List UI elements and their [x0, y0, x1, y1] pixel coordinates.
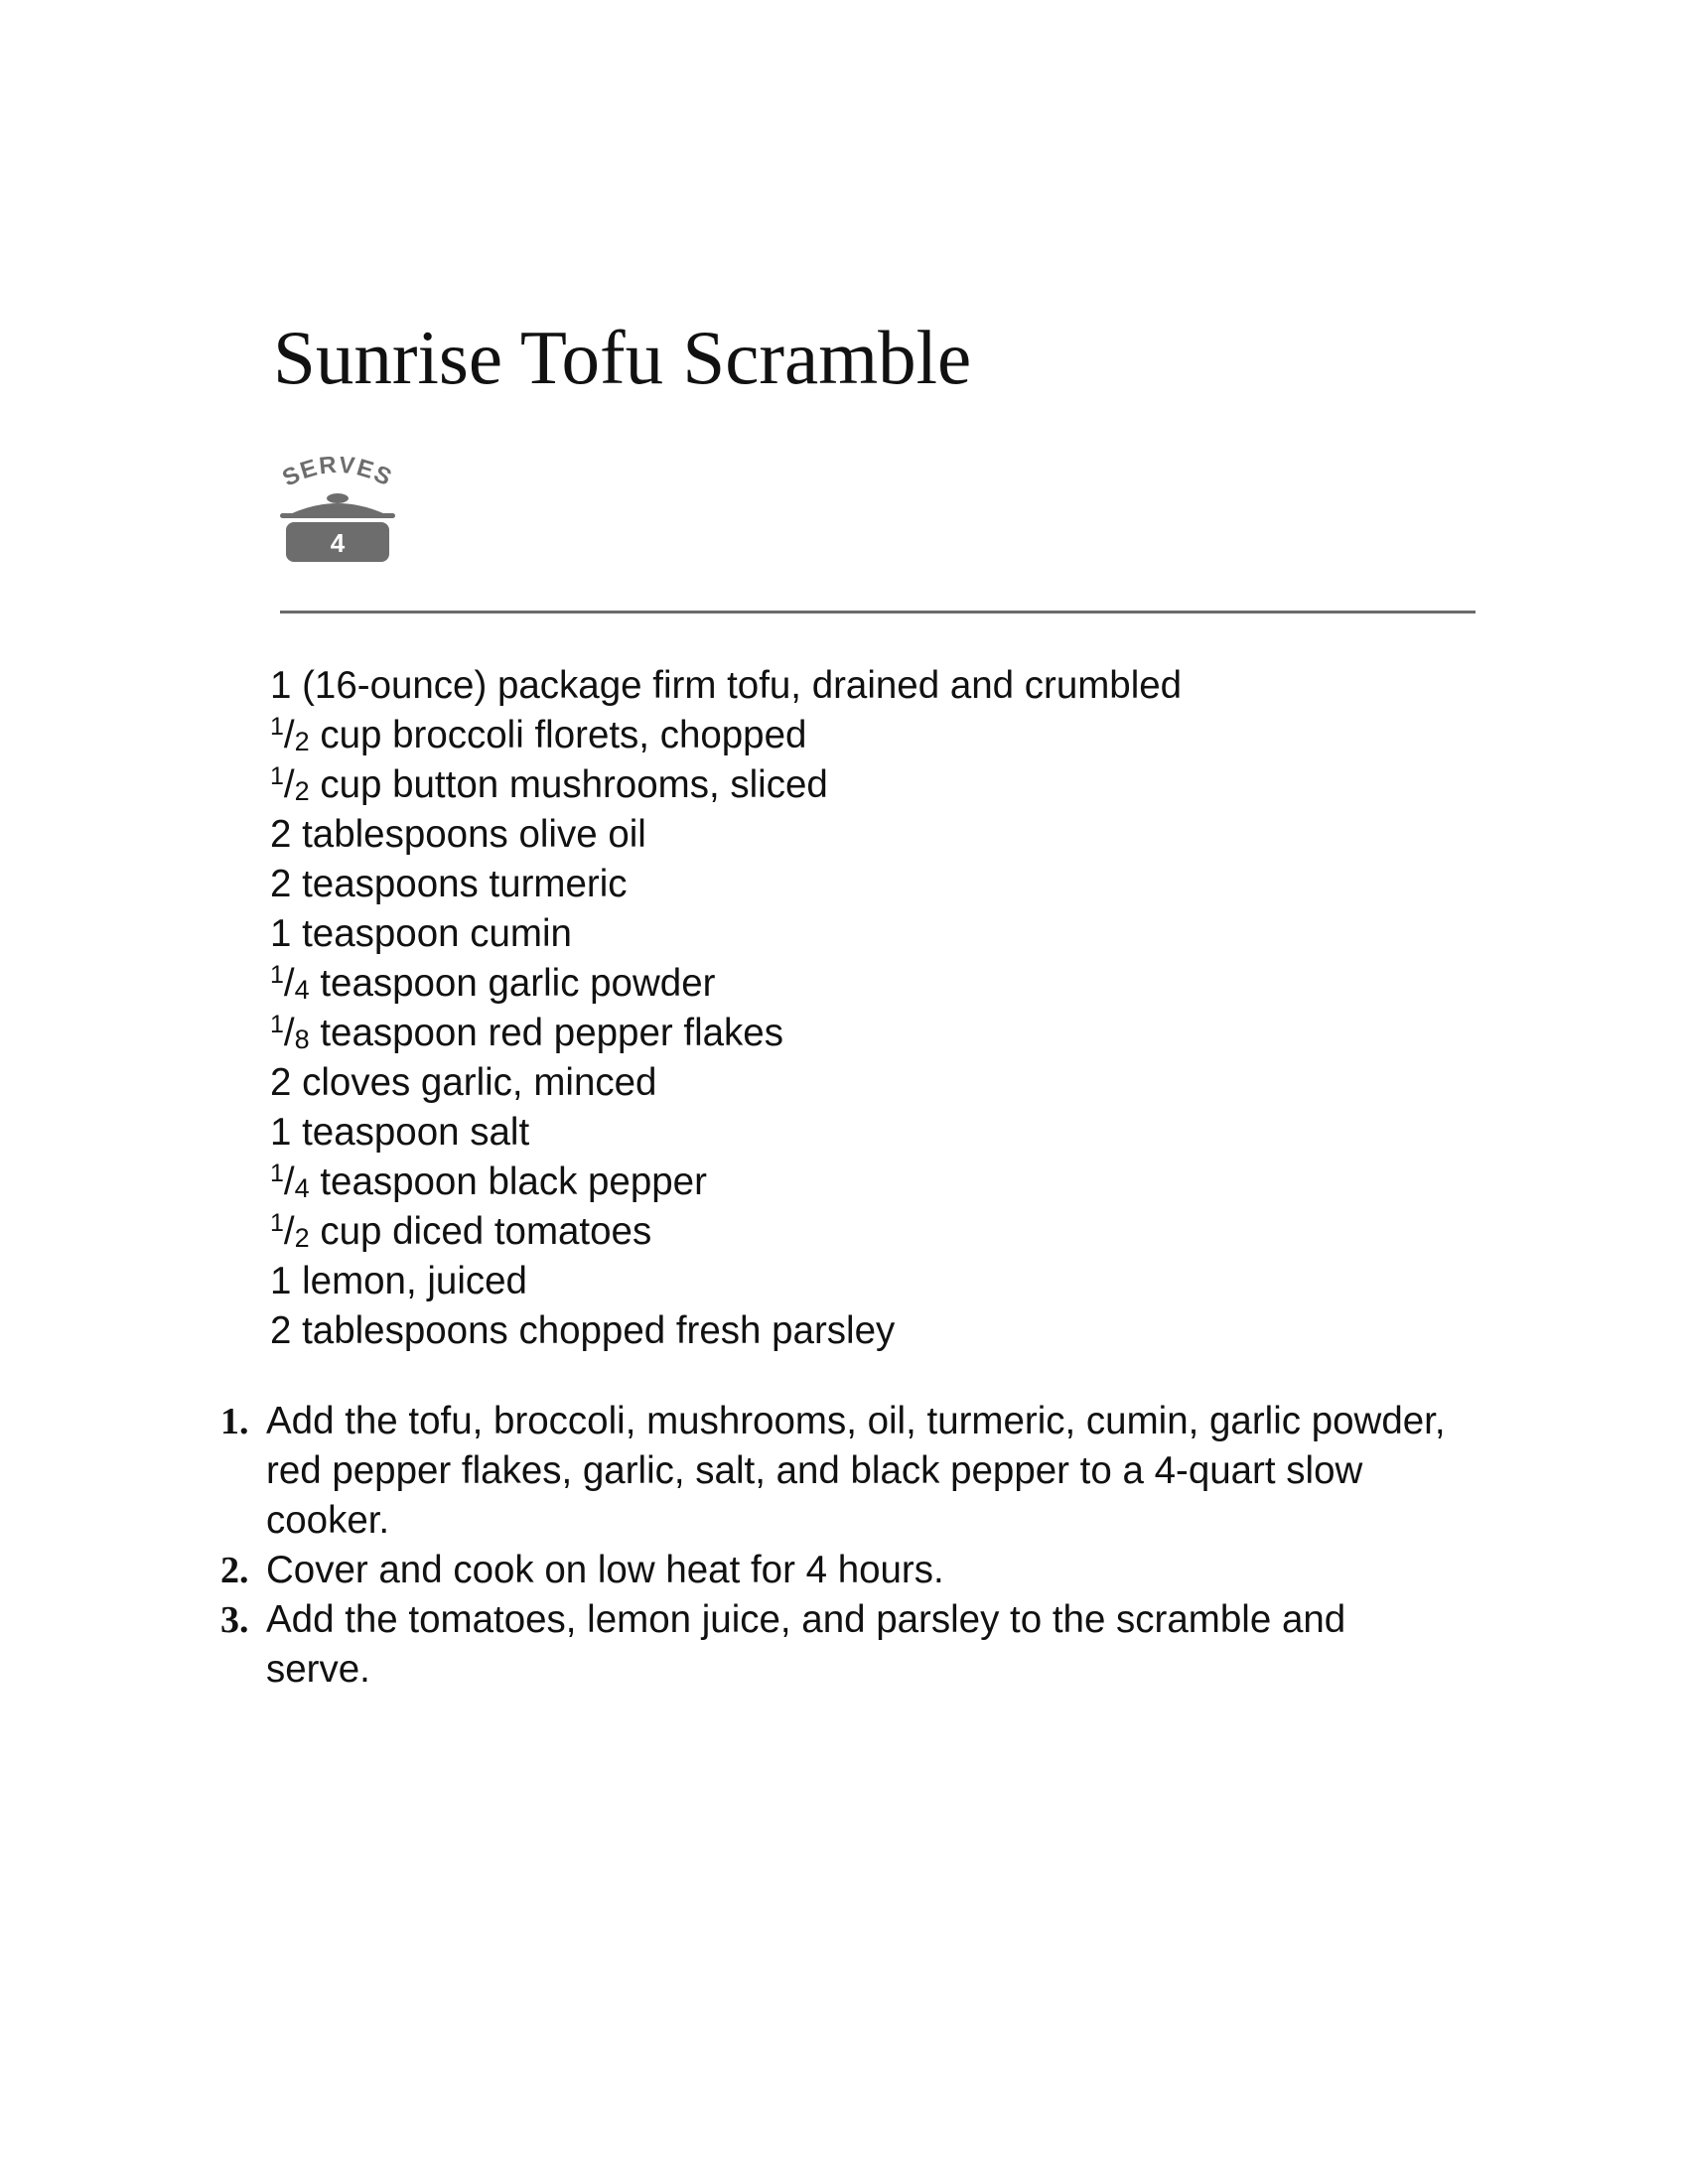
step-text: Add the tomatoes, lemon juice, and parsley to the scramble and serve.: [266, 1598, 1346, 1691]
ingredient-fraction: [270, 1009, 310, 1058]
ingredient-text: 2 tablespoons chopped fresh parsley: [270, 1309, 896, 1352]
ingredient-item: [270, 1108, 1182, 1158]
ingredient-list: [270, 661, 1182, 1356]
pot-lid: [290, 503, 385, 514]
ingredient-fraction: [270, 1158, 310, 1207]
ingredient-text: 2 tablespoons olive oil: [270, 813, 646, 856]
ingredient-item: [270, 1158, 1182, 1207]
fraction-slash: /: [283, 1160, 295, 1203]
fraction-numerator: 1: [270, 762, 284, 790]
ingredient-text: 1 (16-ounce) package firm tofu, drained and crumbled: [270, 664, 1183, 707]
instruction-step: [220, 1397, 1452, 1546]
step-number: 2.: [220, 1550, 249, 1591]
pot-rim: [280, 513, 395, 518]
ingredient-item: [270, 959, 1182, 1009]
ingredient-text: 2 teaspoons turmeric: [270, 863, 628, 905]
step-text: Cover and cook on low heat for 4 hours.: [266, 1549, 944, 1591]
ingredient-item: [270, 810, 1182, 860]
ingredient-fraction: [270, 760, 310, 810]
ingredient-text: 2 cloves garlic, minced: [270, 1061, 657, 1104]
ingredient-text: cup broccoli florets, chopped: [309, 714, 807, 756]
fraction-slash: /: [283, 763, 295, 806]
pot-lid-knob: [327, 493, 349, 503]
fraction-numerator: 1: [270, 1160, 284, 1187]
ingredient-item: [270, 760, 1182, 810]
serves-label-text: SERVES: [278, 457, 397, 492]
ingredient-item: [270, 1306, 1182, 1356]
ingredient-text: teaspoon black pepper: [309, 1160, 707, 1203]
ingredient-text: 1 lemon, juiced: [270, 1260, 527, 1302]
ingredient-item: [270, 860, 1182, 909]
section-divider: [280, 611, 1476, 614]
ingredient-text: 1 teaspoon salt: [270, 1111, 530, 1154]
instruction-step: [220, 1546, 1452, 1595]
instruction-list: [220, 1397, 1452, 1695]
ingredient-item: [270, 909, 1182, 959]
ingredient-text: teaspoon garlic powder: [309, 962, 716, 1005]
ingredient-text: teaspoon red pepper flakes: [309, 1012, 783, 1054]
ingredient-item: [270, 711, 1182, 760]
fraction-slash: /: [283, 1012, 295, 1054]
fraction-numerator: 1: [270, 1209, 284, 1237]
fraction-slash: /: [283, 714, 295, 756]
ingredient-text: cup button mushrooms, sliced: [309, 763, 828, 806]
ingredient-fraction: [270, 959, 310, 1009]
ingredient-text: 1 teaspoon cumin: [270, 912, 572, 955]
ingredient-text: cup diced tomatoes: [309, 1210, 652, 1253]
fraction-denominator: 8: [294, 1024, 310, 1054]
fraction-denominator: 2: [294, 776, 310, 806]
ingredient-item: [270, 661, 1182, 711]
fraction-numerator: 1: [270, 961, 284, 989]
serves-count: 4: [330, 528, 346, 558]
fraction-slash: /: [283, 962, 295, 1005]
ingredient-item: [270, 1009, 1182, 1058]
fraction-numerator: 1: [270, 1011, 284, 1038]
ingredient-item: [270, 1257, 1182, 1306]
fraction-denominator: 4: [294, 1173, 310, 1203]
fraction-denominator: 2: [294, 1223, 310, 1253]
step-number: 3.: [220, 1599, 249, 1641]
fraction-denominator: 4: [294, 975, 310, 1005]
ingredient-item: [270, 1058, 1182, 1108]
pot-icon: [276, 457, 399, 580]
step-text: Add the tofu, broccoli, mushrooms, oil, turmeric, cumin, garlic powder, red pepper flakes, garlic, salt, and black pepper to a 4-quart slow cooker.: [266, 1400, 1446, 1542]
fraction-denominator: 2: [294, 727, 310, 756]
step-number: 1.: [220, 1401, 249, 1442]
serves-label: [278, 457, 396, 492]
ingredient-item: [270, 1207, 1182, 1257]
ingredient-fraction: [270, 1207, 310, 1257]
fraction-slash: /: [283, 1210, 295, 1253]
instruction-step: [220, 1595, 1452, 1695]
recipe-title: Sunrise Tofu Scramble: [273, 315, 972, 400]
serves-badge: [276, 457, 399, 580]
fraction-numerator: 1: [270, 713, 284, 741]
ingredient-fraction: [270, 711, 310, 760]
